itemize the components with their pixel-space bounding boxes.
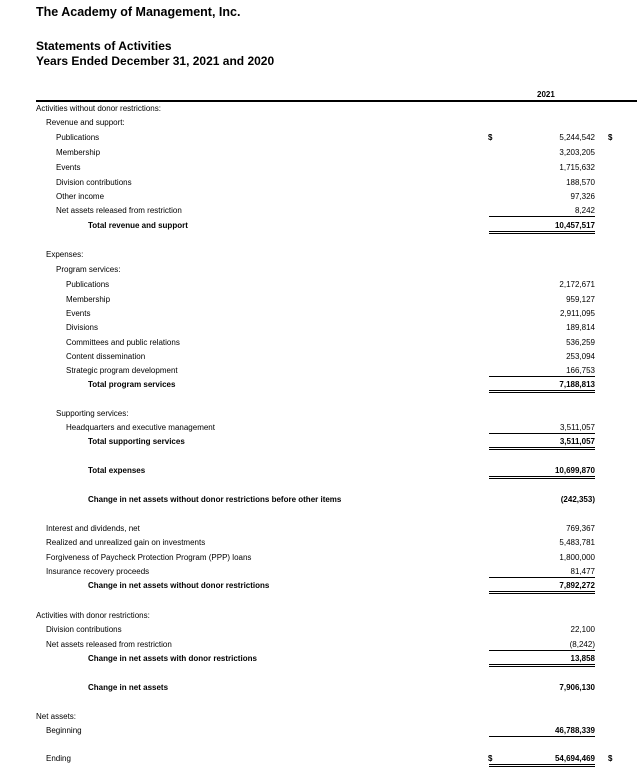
row-label: Strategic program development [66, 366, 178, 375]
row-label: Net assets: [36, 712, 77, 721]
row-label: Membership [66, 295, 111, 304]
single-underline [489, 376, 595, 377]
single-underline [489, 577, 595, 578]
row-value: 22,100 [570, 625, 595, 634]
single-underline [489, 216, 595, 217]
row-value: (8,242) [569, 640, 595, 649]
row-label: Net assets released from restriction [56, 206, 182, 215]
dollar-sign: $ [488, 754, 493, 763]
row-label: Publications [66, 280, 110, 289]
row-value: 769,367 [566, 524, 595, 533]
row-value: 8,242 [574, 206, 595, 215]
row-label: Committees and public relations [66, 338, 180, 347]
row-label: Events [56, 163, 81, 172]
row-label: Total revenue and support [88, 221, 188, 230]
row-label: Activities with donor restrictions: [36, 611, 150, 620]
double-underline [489, 231, 595, 234]
row-value: 7,892,272 [559, 581, 595, 590]
row-value: 97,326 [570, 192, 595, 201]
row-label: Total expenses [88, 466, 146, 475]
double-underline [489, 764, 595, 767]
row-label: Change in net assets with donor restrictions [88, 654, 257, 663]
row-value: 13,858 [570, 654, 595, 663]
row-value: 7,188,813 [559, 380, 595, 389]
row-label: Activities without donor restrictions: [36, 104, 161, 113]
dollar-sign: $ [488, 133, 493, 142]
single-underline [489, 433, 595, 434]
row-value: 2,911,095 [560, 309, 595, 318]
dollar-sign-prior-year: $ [608, 133, 613, 142]
row-label: Events [66, 309, 91, 318]
row-label: Membership [56, 148, 101, 157]
double-underline [489, 664, 595, 667]
double-underline [489, 591, 595, 594]
row-value: 3,511,057 [560, 423, 595, 432]
row-value: 2,172,671 [559, 280, 595, 289]
row-label: Realized and unrealized gain on investments [46, 538, 206, 547]
row-value: 1,800,000 [559, 553, 595, 562]
row-value: (242,353) [560, 495, 595, 504]
row-label: Change in net assets without donor restrictions [88, 581, 270, 590]
row-label: Ending [46, 754, 71, 763]
row-label: Net assets released from restriction [46, 640, 172, 649]
row-value: 54,694,469 [554, 754, 595, 763]
row-value: 166,753 [566, 366, 595, 375]
row-value: 188,570 [566, 178, 595, 187]
row-label: Beginning [46, 726, 82, 735]
row-value: 5,483,781 [559, 538, 595, 547]
row-value: 81,477 [570, 567, 595, 576]
row-label: Division contributions [56, 178, 132, 187]
row-label: Content dissemination [66, 352, 146, 361]
single-underline [489, 650, 595, 651]
row-label: Change in net assets [88, 683, 169, 692]
header-rule [36, 100, 637, 102]
year-column-header: 2021 [537, 90, 555, 99]
row-value: 10,457,517 [554, 221, 595, 230]
single-underline [489, 736, 595, 737]
row-value: 46,788,339 [554, 726, 595, 735]
row-label: Expenses: [46, 250, 84, 259]
double-underline [489, 476, 595, 479]
row-label: Headquarters and executive management [66, 423, 215, 432]
row-label: Program services: [56, 265, 121, 274]
double-underline [489, 447, 595, 450]
row-label: Supporting services: [56, 409, 129, 418]
row-label: Total supporting services [88, 437, 185, 446]
row-label: Revenue and support: [46, 118, 125, 127]
row-label: Change in net assets without donor restrictions before other items [88, 495, 342, 504]
row-value: 10,699,870 [554, 466, 595, 475]
statement-title: Statements of Activities [36, 39, 172, 53]
row-value: 189,814 [566, 323, 595, 332]
row-label: Division contributions [46, 625, 122, 634]
row-value: 959,127 [566, 295, 595, 304]
row-value: 1,715,632 [559, 163, 595, 172]
row-label: Divisions [66, 323, 99, 332]
row-value: 253,094 [566, 352, 595, 361]
double-underline [489, 390, 595, 393]
row-label: Other income [56, 192, 105, 201]
row-label: Forgiveness of Paycheck Protection Program (PPP) loans [46, 553, 252, 562]
row-label: Publications [56, 133, 100, 142]
row-label: Total program services [88, 380, 176, 389]
company-name: The Academy of Management, Inc. [36, 5, 241, 19]
dollar-sign-prior-year: $ [608, 754, 613, 763]
row-label: Interest and dividends, net [46, 524, 140, 533]
row-label: Insurance recovery proceeds [46, 567, 150, 576]
row-value: 7,906,130 [559, 683, 595, 692]
statement-period: Years Ended December 31, 2021 and 2020 [36, 54, 275, 68]
row-value: 536,259 [566, 338, 595, 347]
row-value: 3,511,057 [559, 437, 595, 446]
row-value: 5,244,542 [559, 133, 595, 142]
row-value: 3,203,205 [559, 148, 595, 157]
